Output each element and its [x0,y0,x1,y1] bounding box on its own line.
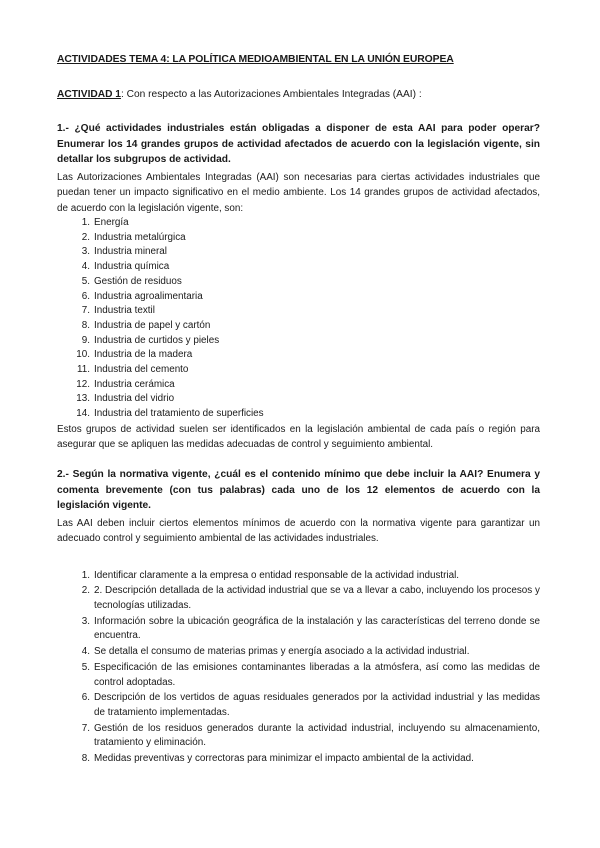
list-item-number: 6. [81,290,90,302]
list-item-text: Información sobre la ubicación geográfica de la instalación y las características del terreno donde se encuentra. [94,615,540,642]
list-item [57,260,540,275]
list-item-text: Energía [94,217,129,228]
list-item-number: 7. [81,305,90,317]
list-item-number: 6. [81,692,90,704]
list-item-text: Industria textil [94,305,155,317]
list-item-number: 11. [77,364,90,376]
list-item-number: 2. [81,585,90,597]
question-1-section [57,121,540,453]
list-item [57,334,540,349]
list-item [57,569,540,584]
activity-description: : Con respecto a las Autorizaciones Ambientales Integradas (AAI) : [120,89,422,100]
minimum-content-list [57,569,540,767]
list-item-number: 12. [76,378,90,390]
list-item [57,245,540,260]
list-item-number: 1. [81,217,90,228]
list-item-text: Especificación de las emisiones contaminantes liberadas a la atmósfera, así como las medidas de control adoptadas. [94,661,540,688]
page-title: ACTIVIDADES TEMA 4: LA POLÍTICA MEDIOAMBIENTAL EN LA UNIÓN EUROPEA [57,54,454,65]
question-2-section [57,467,540,768]
list-item-text: Industria agroalimentaria [94,290,203,302]
list-item-text: Medidas preventivas y correctoras para minimizar el impacto ambiental de la actividad. [94,753,474,765]
list-item-text: Identificar claramente a la empresa o entidad responsable de la actividad industrial. [94,569,460,581]
list-item-number: 8. [81,753,90,765]
list-item [57,661,540,690]
list-item-text: Industria metalúrgica [94,231,186,243]
list-item-number: 10. [76,349,90,361]
list-item [57,752,540,767]
list-item [57,348,540,363]
list-item-text: Industria química [94,261,170,273]
list-item-text: Gestión de los residuos generados durante la actividad industrial, incluyendo su almacenamiento, tratamiento y eliminación. [94,722,540,749]
list-item-number: 9. [81,334,90,346]
activity-groups-list [57,216,540,422]
list-item-text: Industria cerámica [94,378,175,390]
list-item-text: Industria del cemento [94,364,189,376]
list-item-text: Industria de la madera [94,349,193,361]
list-item [57,378,540,393]
list-item-text: 2. Descripción detallada de la actividad industrial que se va a llevar a cabo, incluyendo los procesos y tecnologías utilizadas. [94,585,540,611]
list-item-text: Industria mineral [94,246,167,258]
list-item-text: Industria de curtidos y pieles [94,334,220,346]
list-item-number: 14. [76,408,90,420]
list-item-number: 2. [81,231,90,243]
list-item-number: 4. [81,261,90,273]
answer-1-closing: Estos grupos de actividad suelen ser identificados en la legislación ambiental de cada país o región para asegurar que se apliquen las medidas adecuadas de control y seguimiento ambiental. [57,423,540,451]
list-item-number: 1. [81,569,90,581]
list-item-text: Industria de papel y cartón [94,319,211,331]
list-item-text: Industria del vidrio [94,393,175,405]
list-item [57,691,540,720]
question-2: 2.- Según la normativa vigente, ¿cuál es el contenido mínimo que debe incluir la AAI? Enumera y comenta brevemente (con tus palabras) cada uno de los 12 elementos de acuerdo con la legislación vigente. [57,469,540,512]
list-item [57,216,540,231]
list-item [57,407,540,422]
list-item-text: Se detalla el consumo de materias primas y energía asociado a la actividad industrial. [94,646,470,658]
list-item [57,363,540,378]
activity-label: ACTIVIDAD 1 [57,89,121,100]
list-item-number: 13. [76,393,90,405]
list-item-number: 5. [81,275,90,287]
list-item [57,290,540,305]
list-item [57,392,540,407]
list-item-number: 7. [81,722,90,734]
list-item [57,231,540,246]
question-1: 1.- ¿Qué actividades industriales están obligadas a disponer de esta AAI para poder operar? Enumerar los 14 grandes grupos de actividad afectados de acuerdo con la legislación vigente, sin detallar los subgrupos de actividad. [57,123,540,166]
list-item-text: Industria del tratamiento de superficies [94,408,264,420]
list-item [57,722,540,751]
list-item-number: 8. [81,319,90,331]
list-item-text: Gestión de residuos [94,275,182,287]
list-item-number: 3. [81,246,90,258]
answer-1-intro: Las Autorizaciones Ambientales Integradas (AAI) son necesarias para ciertas actividades industriales que puedan tener un impacto significativo en el medio ambiente. Los 14 grandes grupos de actividad afectados, de acuerdo con la legislación vigente, son: [57,171,540,214]
list-item [57,319,540,334]
list-item [57,584,540,613]
list-item-number: 5. [81,661,90,673]
list-item-text: Descripción de los vertidos de aguas residuales generados por la actividad industrial y las medidas de tratamiento implementadas. [94,692,540,718]
list-item [57,645,540,660]
activity-heading [57,89,422,100]
list-item [57,275,540,290]
list-item-number: 3. [81,615,90,627]
list-item [57,615,540,644]
list-item-number: 4. [81,646,90,658]
list-item [57,304,540,319]
answer-2-intro: Las AAI deben incluir ciertos elementos mínimos de acuerdo con la normativa vigente para garantizar un adecuado control y seguimiento ambiental de las actividades industriales. [57,517,540,545]
